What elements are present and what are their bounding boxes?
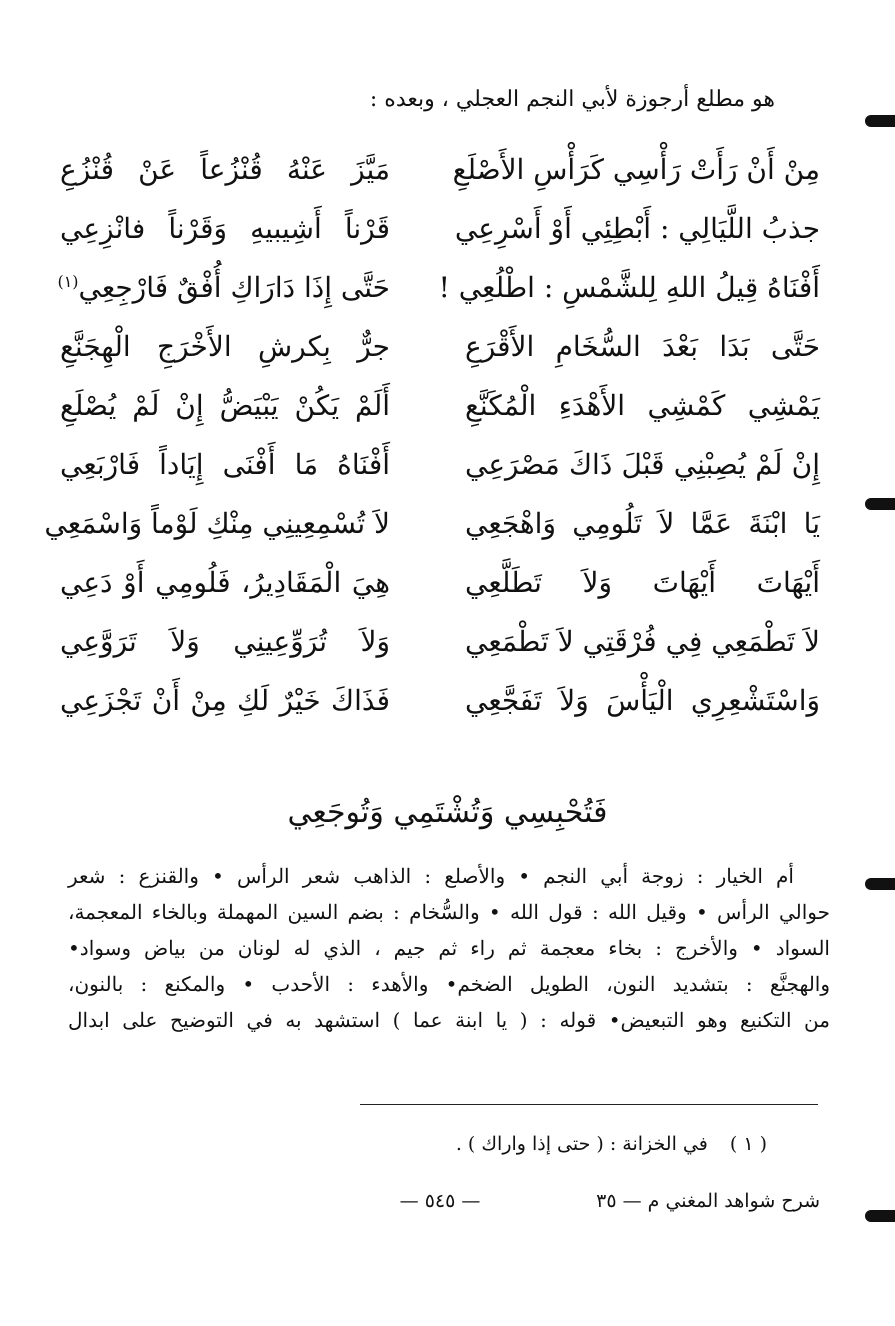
verse-line xyxy=(60,317,820,376)
first-hemistich: لاَ تَطْمَعِي فِي فُرْقَتِي لاَ تَطْمَعِي xyxy=(465,625,820,658)
second-hemistich-with-footnote xyxy=(57,258,390,317)
footnote-divider xyxy=(360,1104,818,1105)
second-hemistich: فَذَاكَ خَيْرٌ لَكِ مِنْ أَنْ تَجْزَعِي xyxy=(60,684,390,717)
second-hemistich: لاَ تُسْمِعِينِي مِنْكِ لَوْماً وَاسْمَعِي xyxy=(44,507,390,540)
binding-mark xyxy=(865,1210,895,1222)
poem xyxy=(44,140,820,730)
second-hemistich: أَلَمْ يَكُنْ يَبْيَضُّ إِنْ لَمْ يُصْلَعِ xyxy=(60,389,390,422)
commentary-line: السواد • والأخرج : بخاء معجمة ثم راء ثم جيم ، الذي له لونان من بياض وسواد• xyxy=(68,936,830,960)
first-hemistich: إِنْ لَمْ يُصِبْنِي قَبْلَ ذَاكَ مَصْرَعِي xyxy=(465,448,820,481)
binding-mark xyxy=(865,498,895,510)
first-hemistich: حَتَّى بَدَا بَعْدَ السُّخَامِ الأَقْرَعِ xyxy=(465,330,820,363)
first-hemistich: وَاسْتَشْعِرِي الْيَأْسَ وَلاَ تَفَجَّعِي xyxy=(465,684,820,717)
footnote-text: في الخزانة : ( حتى إذا واراك ) . xyxy=(455,1133,708,1155)
commentary-line: من التكنيع وهو التبعيض• قوله : ( يا ابنة عما ) استشهد به في التوضيح على ابدال xyxy=(68,1008,830,1032)
second-hemistich: وَلاَ تُرَوِّعِينِي وَلاَ تَرَوَّعِي xyxy=(60,625,390,658)
footnote-number: ( ١ ) xyxy=(729,1133,767,1155)
second-hemistich: أَفْنَاهُ مَا أَفْنَى إِيَاداً فَارْبَعِي xyxy=(60,448,390,481)
verse-line xyxy=(60,671,820,730)
second-hemistich: حَتَّى إِذَا دَارَاكِ أُفْقٌ فَارْجِعِي xyxy=(78,271,390,304)
page-number: — ٥٤٥ — xyxy=(399,1190,481,1212)
page-footer xyxy=(60,1183,820,1219)
first-hemistich: جذبُ اللَّيَالِي : أَبْطِئِي أَوْ أَسْرِعِي xyxy=(454,212,820,245)
first-hemistich: أَفْنَاهُ قِيلُ اللهِ لِلشَّمْسِ : اطْلُعِي ! xyxy=(438,271,820,304)
commentary-line: أم الخيار : زوجة أبي النجم • والأصلع : الذاهب شعر الرأس • والقنزع : شعر xyxy=(68,864,794,888)
verse-line xyxy=(60,612,820,671)
second-hemistich: جرٌّ بِكرشِ الأَخْرَجِ الْهِجَنَّعِ xyxy=(60,330,390,363)
commentary xyxy=(68,858,830,1038)
verse-line xyxy=(44,494,820,553)
footnote-marker: (١) xyxy=(57,271,79,291)
first-hemistich: يَمْشِي كَمْشِي الأَهْدَءِ الْمُكَنَّعِ xyxy=(465,389,820,422)
first-hemistich: أَيْهَاتَ أَيْهَاتَ وَلاَ تَطَلَّعِي xyxy=(465,566,820,599)
verse-line xyxy=(60,199,820,258)
final-verse: فَتُحْبِسِي وَتُشْتَمِي وَتُوجَعِي xyxy=(287,795,608,830)
first-hemistich: مِنْ أَنْ رَأَتْ رَأْسِي كَرَأْسِ الأَصْلَعِ xyxy=(452,153,820,186)
commentary-line: والهجنَّع : بتشديد النون، الطويل الضخم• والأهدء : الأحدب • والمكنع : بالنون، xyxy=(68,972,830,996)
second-hemistich: مَيَّزَ عَنْهُ قُنْزُعاً عَنْ قُنْزُعِ xyxy=(60,153,390,186)
book-signature: شرح شواهد المغني م — ٣٥ xyxy=(596,1190,820,1212)
verse-line xyxy=(60,553,820,612)
second-hemistich: هِيَ الْمَقَادِيرُ، فَلُومِي أَوْ دَعِي xyxy=(60,566,390,599)
verse-line xyxy=(60,140,820,199)
commentary-line: حوالي الرأس • وقيل الله : قول الله • والسُّخام : بضم السين المهملة وبالخاء المعجمة، xyxy=(68,900,830,924)
verse-line xyxy=(60,376,820,435)
verse-line xyxy=(57,258,820,317)
binding-mark xyxy=(865,115,895,127)
second-hemistich: قَرْناً أَشِيبيهِ وَقَرْناً فانْزِعِي xyxy=(60,212,390,245)
intro-line: هو مطلع أرجوزة لأبي النجم العجلي ، وبعده : xyxy=(369,87,775,112)
footnote xyxy=(456,1128,767,1160)
verse-line xyxy=(60,435,820,494)
binding-mark xyxy=(865,878,895,890)
first-hemistich: يَا ابْنَةَ عَمَّا لاَ تَلُومِي وَاهْجَعِي xyxy=(465,507,820,540)
